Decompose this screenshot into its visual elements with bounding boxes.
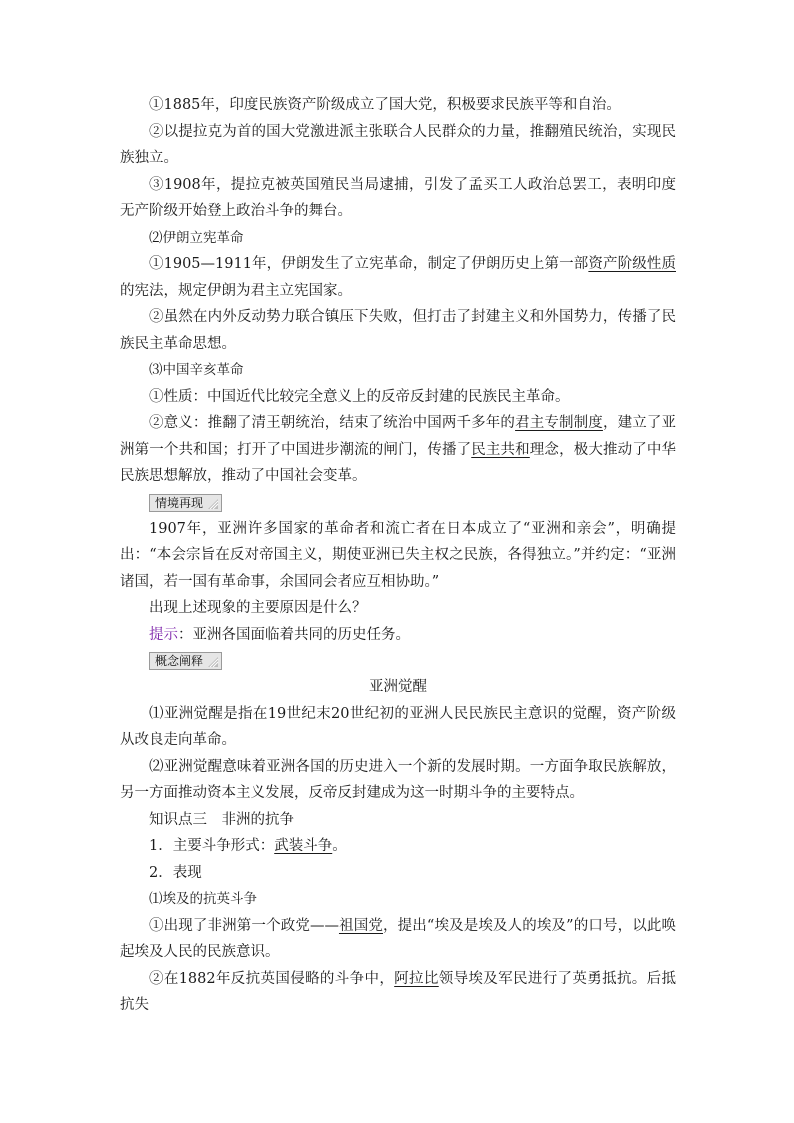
africa-performance: 2．表现	[149, 864, 202, 881]
underlined-term: 阿拉比	[394, 970, 439, 987]
africa-section-title: 知识点三 非洲的抗争	[149, 811, 294, 828]
underlined-term: 资产阶级性质	[588, 256, 676, 272]
underlined-term: 祖国党	[338, 917, 384, 934]
concept-point-2: ⑵亚洲觉醒意味着亚洲各国的历史进入一个新的发展时期。一方面争取民族解放，另一方面推动资本主义发展，反帝反封建成为这一时期斗争的主要特点。	[120, 758, 676, 801]
iran-point-1: ①1905—1911年，伊朗发生了立宪革命，制定了伊朗历史上第一部资产阶级性质的宪法，规定伊朗为君主立宪国家。	[120, 256, 676, 299]
iran-heading: ⑵伊朗立宪革命	[149, 229, 244, 246]
china-heading: ⑶中国辛亥革命	[149, 362, 244, 378]
tag-corner-icon	[207, 656, 219, 668]
china-significance: ②意义：推翻了清王朝统治，结束了统治中国两千多年的君主专制制度，建立了亚洲第一个共和国；打开了中国进步潮流的闸门，传播了民主共和理念，极大推动了中华民族思想解放，推动了中国社会变革。	[120, 415, 677, 484]
concept-point-1: ⑴亚洲觉醒是指在19世纪末20世纪初的亚洲人民民族民主意识的觉醒，资产阶级从改良走向革命。	[120, 705, 676, 748]
china-nature: ①性质：中国近代比较完全意义上的反帝反封建的民族民主革命。	[149, 388, 570, 405]
scenario-tag-row	[120, 490, 676, 516]
india-point-3: ③1908年，提拉克被英国殖民当局逮捕，引发了孟买工人政治总罢工，表明印度无产阶级开始登上政治斗争的舞台。	[120, 176, 676, 219]
underlined-term: 民主共和	[471, 441, 530, 458]
concept-title: 亚洲觉醒	[369, 679, 427, 695]
concept-tag-row	[120, 648, 676, 674]
egypt-heading: ⑴埃及的抗英斗争	[149, 891, 257, 907]
scenario-hint: 提示：亚洲各国面临着共同的历史任务。	[149, 626, 410, 643]
egypt-point-2: ②在1882年反抗英国侵略的斗争中，阿拉比领导埃及军民进行了英勇抵抗。后抵抗失	[120, 970, 677, 1013]
hint-label: 提示	[149, 626, 178, 643]
underlined-term: 君主专制制度	[515, 415, 603, 431]
india-point-1: ①1885年，印度民族资产阶级成立了国大党，积极要求民族平等和自治。	[149, 97, 621, 113]
iran-point-2: ②虽然在内外反动势力联合镇压下失败，但打击了封建主义和外国势力，传播了民族民主革命思想。	[120, 309, 676, 352]
scenario-text: 1907年，亚洲许多国家的革命者和流亡者在日本成立了“亚洲和亲会”，明确提出：“本会宗旨在反对帝国主义，期使亚洲已失主权之民族，各得独立。”并约定：“亚洲诸国，若一国有革命事，余国同会者应互相协助。”	[120, 520, 676, 590]
egypt-point-1: ①出现了非洲第一个政党——祖国党，提出“埃及是埃及人的埃及”的口号，以此唤起埃及人民的民族意识。	[120, 917, 677, 960]
underlined-term: 武装斗争	[274, 838, 333, 854]
scenario-tag: 情境再现	[149, 494, 222, 512]
document-page	[120, 92, 676, 1019]
tag-corner-icon	[207, 498, 219, 510]
concept-tag: 概念阐释	[149, 652, 222, 670]
scenario-question: 出现上述现象的主要原因是什么？	[149, 600, 367, 616]
africa-form: 1．主要斗争形式：武装斗争。	[149, 838, 347, 854]
india-point-2: ②以提拉克为首的国大党激进派主张联合人民群众的力量，推翻殖民统治，实现民族独立。	[120, 123, 676, 166]
